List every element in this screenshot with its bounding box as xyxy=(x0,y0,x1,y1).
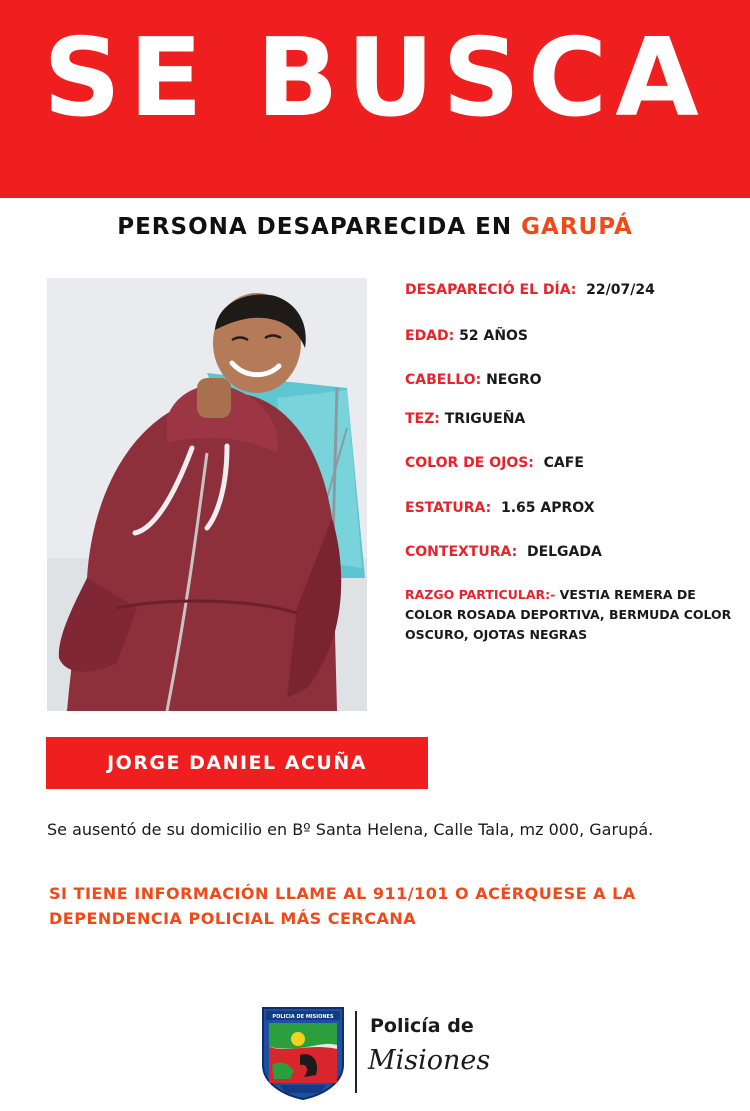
missing-person-photo xyxy=(47,278,367,711)
detail-label: RAZGO PARTICULAR:- xyxy=(405,587,556,602)
logo-divider xyxy=(355,1011,357,1093)
detail-label: COLOR DE OJOS: xyxy=(405,455,534,471)
detail-label: CABELLO: xyxy=(405,372,482,388)
detail-height xyxy=(405,500,595,516)
header-banner xyxy=(0,0,750,198)
detail-eyes xyxy=(405,455,584,471)
detail-value: TRIGUEÑA xyxy=(444,411,526,427)
detail-value: VESTIA REMERA DE COLOR ROSADA DEPORTIVA, BERMUDA COLOR OSCURO, OJOTAS NEGRAS xyxy=(405,587,732,642)
detail-label: CONTEXTURA: xyxy=(405,544,518,560)
detail-label: DESAPARECIÓ EL DÍA: xyxy=(405,282,577,298)
detail-value: DELGADA xyxy=(526,544,602,560)
detail-value: 1.65 APROX xyxy=(501,500,595,516)
police-logo xyxy=(258,1003,498,1103)
detail-hair xyxy=(405,372,542,388)
detail-build xyxy=(405,544,602,560)
person-name: JORGE DANIEL ACUÑA xyxy=(107,752,367,774)
detail-complexion xyxy=(405,411,525,427)
detail-disappeared xyxy=(405,282,655,298)
subtitle-place: GARUPÁ xyxy=(521,214,633,240)
absence-text: Se ausentó de su domicilio en Bº Santa Helena, Calle Tala, mz 000, Garupá. xyxy=(47,820,654,839)
person-name-box xyxy=(46,737,428,789)
subtitle xyxy=(0,214,750,240)
logo-line1: Policía de xyxy=(370,1015,474,1037)
detail-label: ESTATURA: xyxy=(405,500,492,516)
banner-title: SE BUSCA xyxy=(43,16,707,141)
detail-label: TEZ: xyxy=(405,411,440,427)
detail-age xyxy=(405,328,528,344)
logo-line2: Misiones xyxy=(368,1045,491,1076)
detail-value: NEGRO xyxy=(486,372,542,388)
detail-label: EDAD: xyxy=(405,328,455,344)
subtitle-prefix: PERSONA DESAPARECIDA EN xyxy=(117,214,522,240)
detail-value: CAFE xyxy=(543,455,584,471)
police-shield-icon xyxy=(260,1005,346,1101)
detail-value: 52 AÑOS xyxy=(459,328,529,344)
contact-callout: SI TIENE INFORMACIÓN LLAME AL 911/101 O ACÉRQUESE A LA DEPENDENCIA POLICIAL MÁS CERCANA xyxy=(49,884,636,928)
shield-text: POLICIA DE MISIONES xyxy=(272,1014,334,1020)
detail-value: 22/07/24 xyxy=(586,282,655,298)
detail-feature xyxy=(405,585,740,645)
